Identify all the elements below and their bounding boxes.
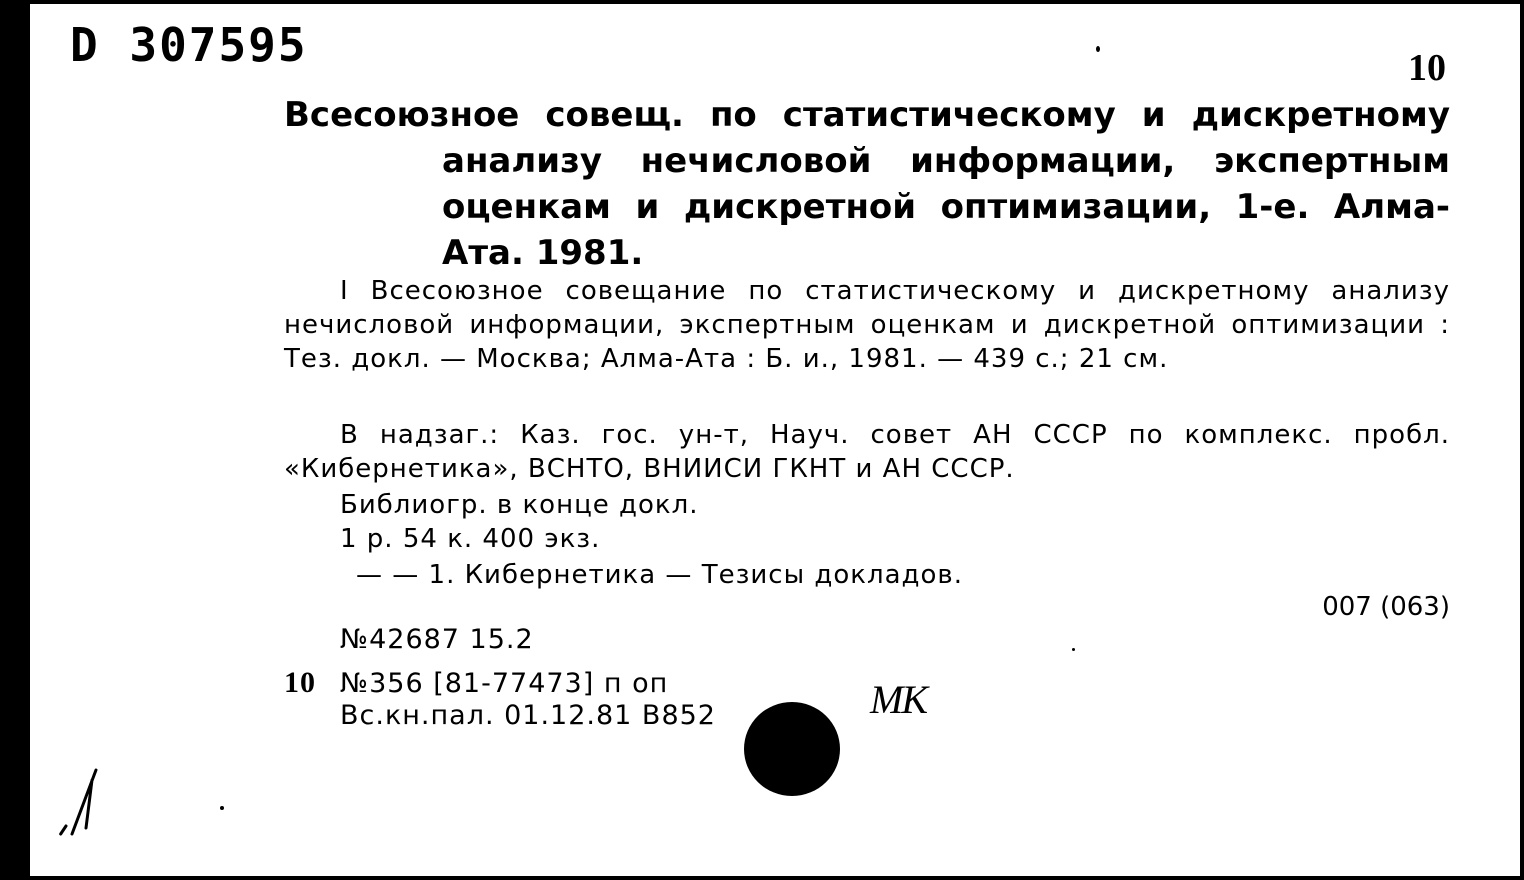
scan-border-left [0, 0, 30, 880]
registration-line-2 [284, 666, 668, 700]
scan-speck [220, 806, 224, 810]
card-heading [284, 92, 1450, 276]
handwritten-initials: МК [870, 677, 926, 722]
scan-speck [1096, 46, 1100, 52]
card-id: D 307595 [70, 18, 308, 72]
scan-speck [1072, 648, 1075, 651]
scan-border-right [1520, 0, 1524, 880]
handwritten-mark-icon [52, 768, 112, 840]
registration-line-1: №42687 15.2 [340, 624, 534, 655]
punch-hole [744, 702, 840, 796]
note-header: В надзаг.: Каз. гос. ун-т, Науч. совет АН СССР по комплекс. пробл. «Кибернетика», ВСНТО, ВНИИСИ ГКНТ и АН СССР. [284, 420, 1450, 484]
heading-line-1: Всесоюзное совещ. по статистическому и дискретному [284, 95, 1450, 135]
registration-line-2-text: №356 [81-77473] п оп [340, 668, 669, 699]
subject-heading: — — 1. Кибернетика — Тезисы докладов. [356, 560, 963, 590]
price-circulation: 1 р. 54 к. 400 экз. [340, 524, 601, 554]
bibliography-note: Библиогр. в конце докл. [340, 490, 699, 520]
udc-code: 007 (063) [1322, 592, 1450, 622]
heading-continuation: анализу нечисловой информации, экспертным оценкам и дискретной оптимизации, 1-е. Алма-Ата. 1981. [442, 141, 1450, 273]
card-number: 10 [1408, 47, 1446, 89]
registration-prefix: 10 [284, 666, 316, 699]
registration-line-3: Вс.кн.пал. 01.12.81 В852 [340, 700, 716, 731]
scan-border-bottom [0, 876, 1524, 880]
scan-border-top [0, 0, 1524, 4]
bibliographic-description: I Всесоюзное совещание по статистическому и дискретному анализу нечисловой информации, экспертным оценкам и дискретной оптимизации : Тез. докл. — Москва; Алма-Ата : Б. и., 1981. — 439 с.; 21 см. [284, 276, 1450, 374]
